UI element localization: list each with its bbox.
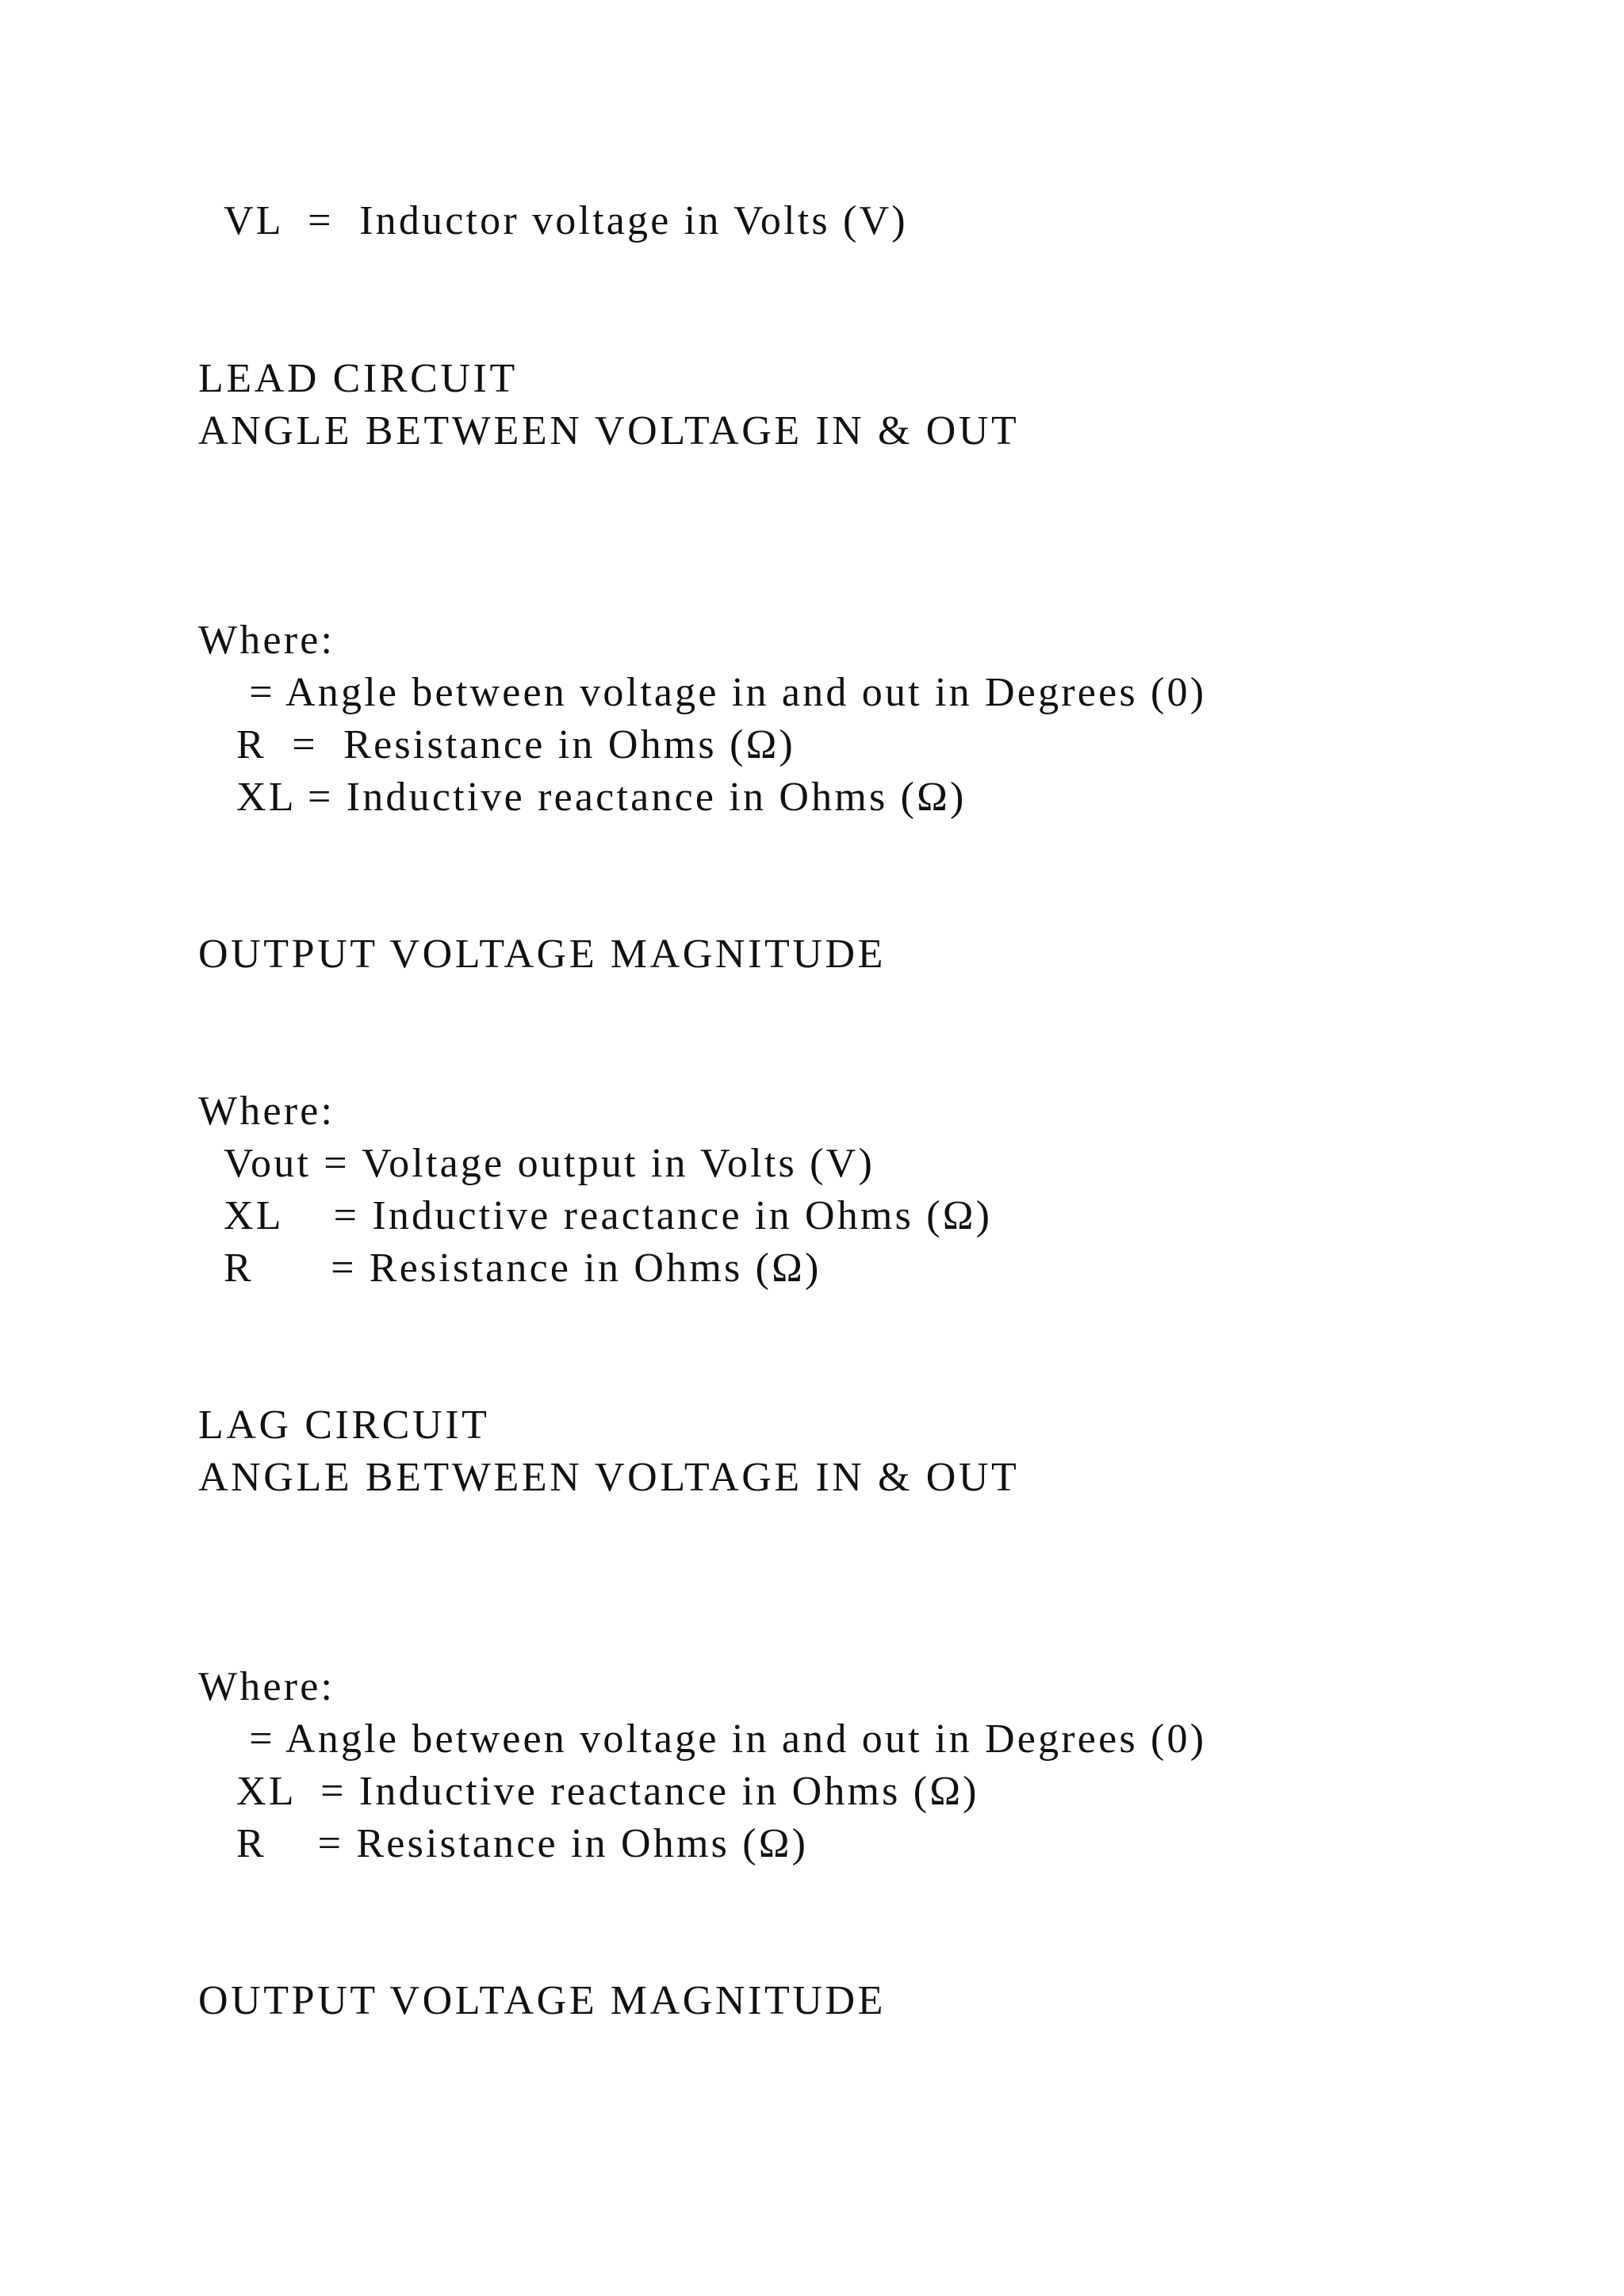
lead-resistance-definition: R = Resistance in Ohms (Ω) xyxy=(236,722,795,767)
lag-angle-heading: ANGLE BETWEEN VOLTAGE IN & OUT xyxy=(198,1455,1020,1500)
lead-angle-definition: = Angle between voltage in and out in Degrees (0) xyxy=(236,670,1207,715)
lead-output-resistance-definition: R = Resistance in Ohms (Ω) xyxy=(224,1246,822,1291)
lag-reactance-definition: XL = Inductive reactance in Ohms (Ω) xyxy=(236,1769,979,1814)
lag-resistance-definition: R = Resistance in Ohms (Ω) xyxy=(236,1821,809,1866)
lead-circuit-title: LEAD CIRCUIT xyxy=(198,356,518,401)
lead-output-heading: OUTPUT VOLTAGE MAGNITUDE xyxy=(198,932,887,977)
lead-where-label: Where: xyxy=(198,618,335,663)
vl-definition: VL = Inductor voltage in Volts (V) xyxy=(224,198,908,243)
lag-circuit-title: LAG CIRCUIT xyxy=(198,1402,490,1448)
lag-where-label: Where: xyxy=(198,1664,335,1709)
lag-output-heading: OUTPUT VOLTAGE MAGNITUDE xyxy=(198,1978,887,2023)
lead-angle-heading: ANGLE BETWEEN VOLTAGE IN & OUT xyxy=(198,408,1020,453)
vout-definition: Vout = Voltage output in Volts (V) xyxy=(224,1141,875,1186)
lead-reactance-definition: XL = Inductive reactance in Ohms (Ω) xyxy=(236,775,967,820)
lead-output-reactance-definition: XL = Inductive reactance in Ohms (Ω) xyxy=(224,1193,993,1238)
lag-angle-definition: = Angle between voltage in and out in Degrees (0) xyxy=(236,1716,1207,1762)
lead-output-where-label: Where: xyxy=(198,1089,335,1134)
